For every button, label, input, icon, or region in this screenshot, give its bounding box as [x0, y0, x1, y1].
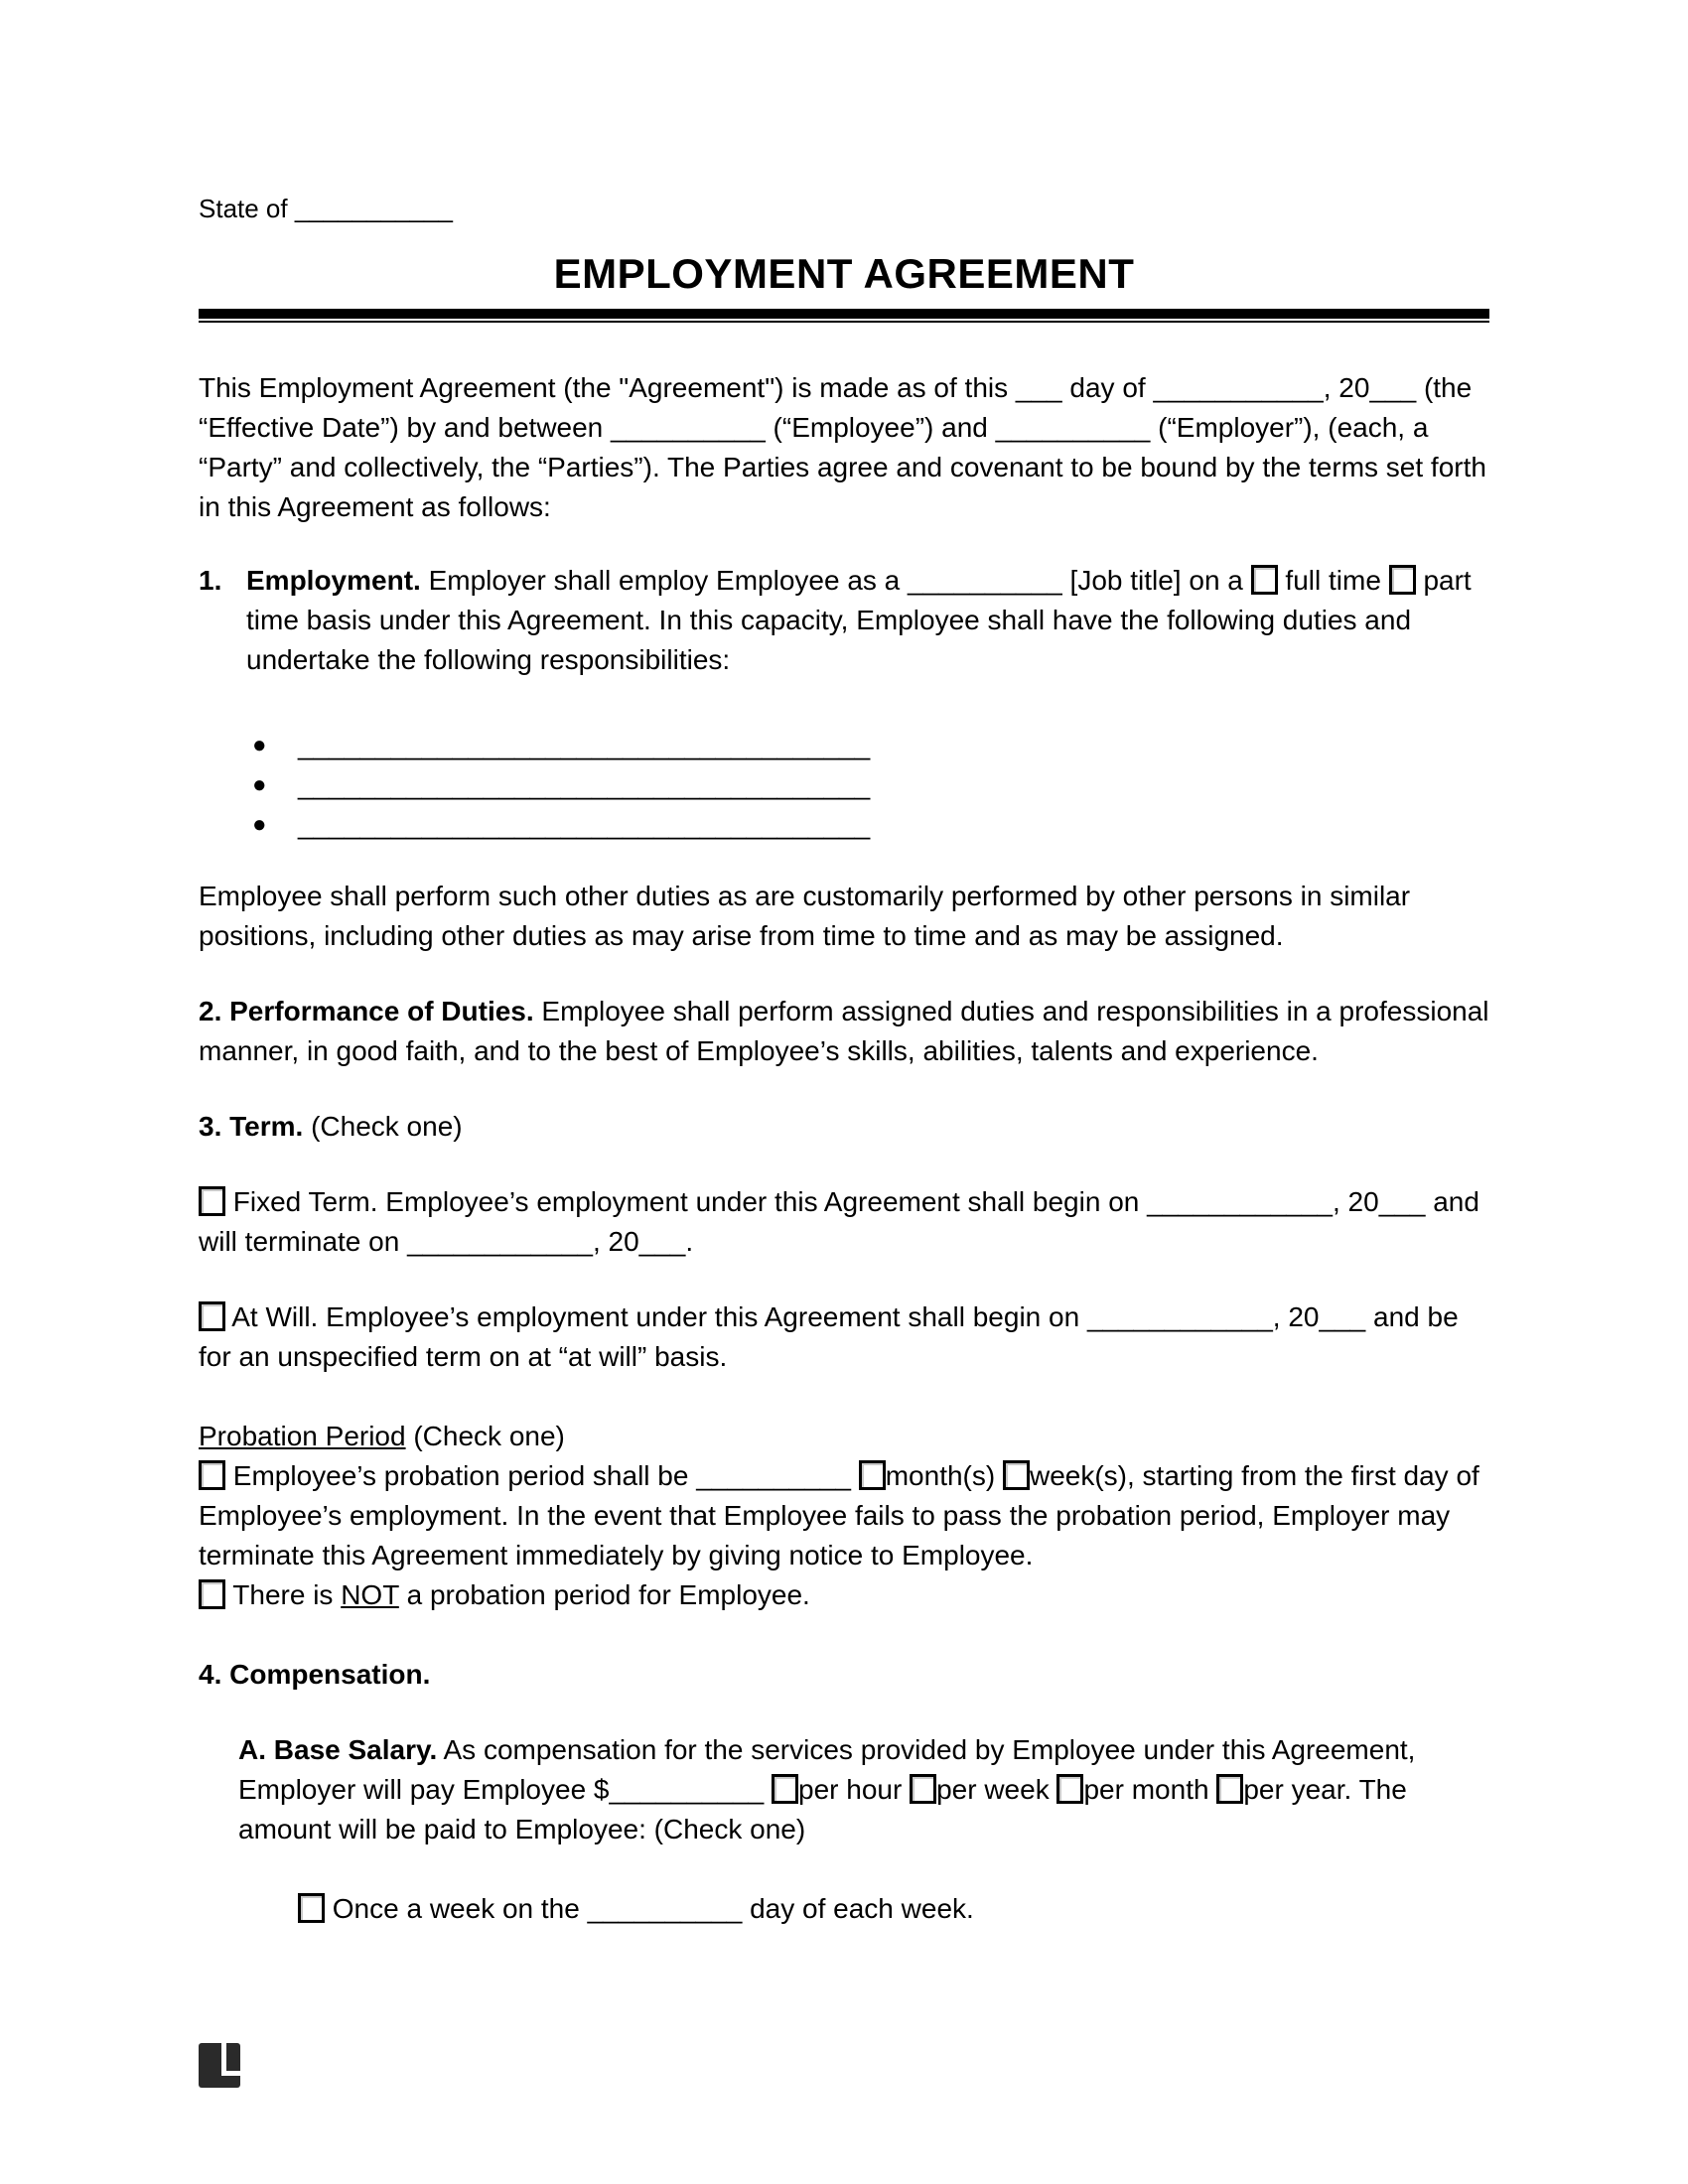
duty-list-item — [199, 765, 1489, 805]
no-probation-checkbox[interactable] — [199, 1579, 225, 1609]
duties-bullet-list — [199, 726, 1489, 845]
legal-templates-logo — [199, 2043, 240, 2088]
section-1-employment — [199, 561, 1489, 680]
section-1-number: 1. — [199, 565, 222, 596]
probation-week-label: week(s), starting from the first day of Employee’s employment. In the event that Employee fails to pass the probation period, Employer may terminate this Agreement immediately by giving notice to Employee. — [199, 1460, 1479, 1570]
probation-heading — [199, 1417, 1489, 1456]
part-time-checkbox[interactable] — [1389, 565, 1416, 595]
state-of-label: State of — [199, 194, 295, 223]
section-1-text-b: part time basis under this Agreement. In this capacity, Employee shall have the following duties and undertake the following responsibilities: — [246, 565, 1472, 675]
fixed-term-checkbox[interactable] — [199, 1186, 225, 1216]
section-2-heading: 2. Performance of Duties. — [199, 996, 534, 1026]
base-salary-paragraph — [199, 1730, 1489, 1849]
fixed-term-option — [199, 1182, 1489, 1262]
at-will-label: At Will. — [225, 1301, 319, 1332]
per-month-label: per month — [1083, 1774, 1217, 1805]
state-of-line — [199, 194, 1489, 223]
duty-blank-line[interactable]: _____________________________________ — [298, 809, 871, 840]
per-hour-checkbox[interactable] — [772, 1774, 798, 1804]
probation-option-1 — [199, 1456, 1489, 1575]
probation-weeks-checkbox[interactable] — [1003, 1460, 1030, 1490]
at-will-option — [199, 1297, 1489, 1377]
page-title: EMPLOYMENT AGREEMENT — [553, 250, 1135, 297]
state-of-blank[interactable]: ___________ — [294, 194, 453, 223]
section-3-check-one: (Check one) — [303, 1111, 463, 1142]
section-4-compensation-heading — [199, 1655, 1489, 1695]
per-year-checkbox[interactable] — [1216, 1774, 1243, 1804]
duty-list-item — [199, 805, 1489, 845]
base-salary-label: A. Base Salary. — [238, 1734, 438, 1765]
duty-blank-line[interactable]: _____________________________________ — [298, 730, 871, 760]
per-month-checkbox[interactable] — [1056, 1774, 1083, 1804]
probation-check-one: (Check one) — [405, 1421, 565, 1451]
probation-not-underlined: NOT — [341, 1579, 399, 1610]
title-rule-thick — [199, 309, 1489, 319]
duty-blank-line[interactable]: _____________________________________ — [298, 769, 871, 800]
full-time-label: full time — [1277, 565, 1389, 596]
section-3-term-heading — [199, 1107, 1489, 1147]
section-3-heading: 3. Term. — [199, 1111, 304, 1142]
per-year-label: per year. The amount will be paid to Employee: (Check one) — [238, 1774, 1407, 1844]
section-1-text-a: Employer shall employ Employee as a __________ [Job title] on a — [420, 565, 1251, 596]
base-salary-text: As compensation for the services provided by Employee under this Agreement, Employer will pay Employee $__________ — [238, 1734, 1416, 1805]
logo-cut-vertical — [221, 2043, 226, 2071]
bullet-icon: ● — [252, 771, 267, 798]
probation-option-1-text: Employee’s probation period shall be __________ — [225, 1460, 859, 1491]
probation-option-2-before: There is — [225, 1579, 342, 1610]
at-will-checkbox[interactable] — [199, 1301, 225, 1331]
probation-option-2 — [199, 1575, 1489, 1615]
bullet-icon: ● — [252, 811, 267, 838]
probation-months-checkbox[interactable] — [859, 1460, 886, 1490]
section-4-heading: 4. Compensation. — [199, 1659, 431, 1690]
per-hour-label: per hour — [798, 1774, 911, 1805]
once-a-week-option — [199, 1889, 1489, 1929]
logo-cut-horizontal — [221, 2071, 240, 2076]
probation-option-2-after: a probation period for Employee. — [398, 1579, 810, 1610]
section-2-text: Employee shall perform assigned duties and responsibilities in a professional manner, in good faith, and to the best of Employee’s skills, abilities, talents and experience. — [199, 996, 1489, 1066]
title-rule-thin — [199, 321, 1489, 323]
probation-period-checkbox[interactable] — [199, 1460, 225, 1490]
probation-heading-underlined: Probation Period — [199, 1421, 406, 1451]
intro-paragraph: This Employment Agreement (the "Agreement") is made as of this ___ day of ___________, 20___ (the “Effective Date”) by and between __________ (“Employee”) and __________ (“Employer”), (each, a “Party” and collectively, the “Parties”). The Parties agree and covenant to be bound by the terms set forth in this Agreement as follows: — [199, 372, 1486, 522]
fixed-term-text: Employee’s employment under this Agreement shall begin on ____________, 20___ and will terminate on ____________, 20___. — [199, 1186, 1479, 1257]
per-week-label: per week — [936, 1774, 1057, 1805]
bullet-icon: ● — [252, 732, 267, 758]
once-a-week-checkbox[interactable] — [298, 1893, 325, 1923]
section-2-performance — [199, 992, 1489, 1071]
other-duties-paragraph: Employee shall perform such other duties as are customarily performed by other persons in similar positions, including other duties as may arise from time to time and as may be assigned. — [199, 881, 1411, 951]
fixed-term-label: Fixed Term. — [225, 1186, 378, 1217]
duty-list-item — [199, 726, 1489, 765]
once-a-week-text: Once a week on the __________ day of each week. — [325, 1893, 974, 1924]
probation-month-label: month(s) — [885, 1460, 1003, 1491]
full-time-checkbox[interactable] — [1251, 565, 1278, 595]
at-will-text: Employee’s employment under this Agreement shall begin on ____________, 20___ and be for an unspecified term on at “at will” basis. — [199, 1301, 1459, 1372]
per-week-checkbox[interactable] — [910, 1774, 936, 1804]
section-1-heading: Employment. — [246, 565, 421, 596]
